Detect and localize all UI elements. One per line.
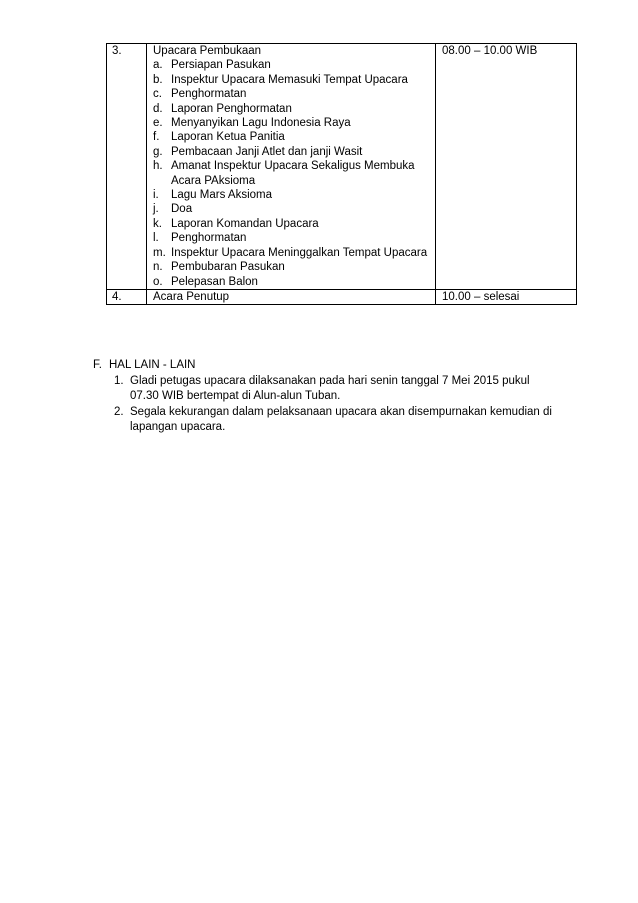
step-letter: c. (153, 88, 162, 101)
step-letter: k. (153, 217, 162, 230)
row-number: 4. (107, 289, 147, 304)
item-number: 2. (114, 405, 124, 418)
step-letter: m. (153, 246, 166, 259)
step-letter: o. (153, 275, 163, 288)
table-row (107, 289, 577, 304)
step-list (153, 58, 435, 289)
list-item (153, 260, 435, 274)
item-text: Segala kekurangan dalam pelaksanaan upacara akan disempurnakan kemudian di lapangan upacara. (130, 405, 552, 434)
list-item (153, 246, 435, 260)
list-item (153, 58, 435, 72)
step-letter: l. (153, 232, 159, 245)
step-letter: d. (153, 102, 163, 115)
table-row (107, 44, 577, 290)
step-text: Laporan Ketua Panitia (171, 131, 285, 144)
list-item (153, 145, 435, 159)
section-heading (93, 358, 553, 374)
step-letter: f. (153, 131, 160, 144)
step-text: Penghormatan (171, 88, 247, 101)
step-letter: h. (153, 160, 163, 173)
list-item (153, 130, 435, 144)
list-item (153, 87, 435, 101)
section-f (93, 358, 553, 436)
time-cell: 08.00 – 10.00 WIB (436, 44, 577, 290)
step-text: Pembubaran Pasukan (171, 261, 285, 274)
step-text: Laporan Penghormatan (171, 102, 292, 115)
item-number: 1. (114, 374, 124, 387)
section-letter: F. (93, 359, 102, 371)
step-letter: b. (153, 73, 163, 86)
activity-cell: Acara Penutup (147, 289, 436, 304)
notes-list (93, 374, 553, 436)
activity-cell (147, 44, 436, 290)
step-letter: n. (153, 261, 163, 274)
list-item (153, 188, 435, 202)
step-text: Inspektur Upacara Meninggalkan Tempat Upacara (171, 246, 428, 259)
step-text: Pembacaan Janji Atlet dan janji Wasit (171, 145, 363, 158)
step-letter: g. (153, 145, 163, 158)
step-letter: j. (153, 203, 159, 216)
step-text: Amanat Inspektur Upacara Sekaligus Membuka Acara PAksioma (171, 160, 415, 187)
row-number: 3. (107, 44, 147, 290)
list-item (153, 159, 435, 188)
step-text: Pelepasan Balon (171, 275, 258, 288)
time-cell: 10.00 – selesai (436, 289, 577, 304)
step-text: Laporan Komandan Upacara (171, 217, 319, 230)
step-text: Penghormatan (171, 232, 247, 245)
schedule-table (106, 43, 577, 305)
list-item (153, 73, 435, 87)
activity-title: Upacara Pembukaan (153, 45, 262, 57)
list-item (153, 116, 435, 130)
step-text: Menyanyikan Lagu Indonesia Raya (171, 117, 351, 130)
step-letter: e. (153, 117, 163, 130)
list-item (153, 275, 435, 289)
step-letter: i. (153, 189, 159, 202)
list-item (153, 217, 435, 231)
list-item (153, 231, 435, 245)
step-letter: a. (153, 59, 163, 72)
list-item (153, 202, 435, 216)
list-item (114, 374, 553, 405)
list-item (114, 405, 553, 436)
section-title: HAL LAIN - LAIN (109, 359, 196, 371)
step-text: Doa (171, 203, 193, 216)
step-text: Lagu Mars Aksioma (171, 189, 272, 202)
step-text: Persiapan Pasukan (171, 59, 271, 72)
list-item (153, 102, 435, 116)
step-text: Inspektur Upacara Memasuki Tempat Upacara (171, 73, 408, 86)
item-text: Gladi petugas upacara dilaksanakan pada hari senin tanggal 7 Mei 2015 pukul 07.30 WIB bertempat di Alun-alun Tuban. (130, 374, 530, 403)
